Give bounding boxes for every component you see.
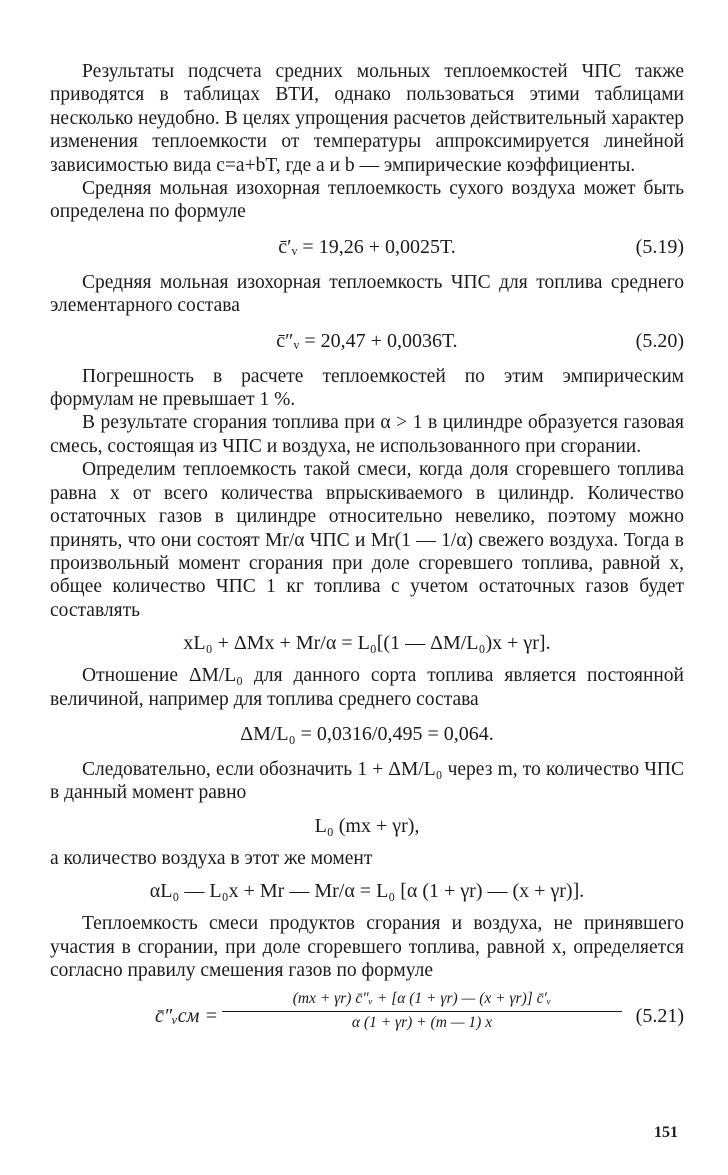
formula-5-20-expression: c̄″ᵥ = 20,47 + 0,0036T. — [276, 329, 458, 352]
paragraph-8: Следовательно, если обозначить 1 + ΔM/L₀ через m, то количество ЧПС в данный момент равно — [50, 758, 684, 804]
formula-5-20-number: (5.20) — [635, 329, 684, 352]
paragraph-6: Определим теплоемкость такой смеси, когда доля сгоревшего топлива равна x от всего количества впрыскиваемого в цилиндр. Количество остаточных газов в цилиндре относительно невелико, поэтому можно принять, что они состоят Mr/α ЧПС и Mr(1 — 1/α) свежего воздуха. Тогда в произвольный момент сгорания при доле сгоревшего топлива, равной x, общее количество ЧПС 1 кг топлива с учетом остаточных газов будет составлять — [50, 459, 684, 621]
formula-chps-moment — [50, 805, 684, 847]
formula-5-21-numerator: (mx + γr) c̄″ᵥ + [α (1 + γr) — (x + γr)] c̄′ᵥ — [222, 990, 622, 1012]
paragraph-7: Отношение ΔM/L₀ для данного сорта топлива является постоянной величиной, например для топлива среднего состава — [50, 665, 684, 710]
paragraph-4: Погрешность в расчете теплоемкостей по этим эмпирическим формулам не превышает 1 %. — [50, 365, 684, 411]
page-number: 151 — [654, 1124, 678, 1141]
formula-5-19-number: (5.19) — [635, 235, 684, 258]
formula-5-20 — [50, 318, 684, 365]
formula-ratio — [50, 711, 684, 758]
paragraph-5: В результате сгорания топлива при α > 1 в цилиндре образуется газовая смесь, состоящая из ЧПС и воздуха, не использованного при сгорании. — [50, 412, 684, 457]
formula-5-21 — [50, 988, 684, 1046]
formula-ratio-expression: ΔM/L₀ = 0,0316/0,495 = 0,064. — [240, 722, 494, 745]
paragraph-3: Средняя мольная изохорная теплоемкость ЧПС для топлива среднего элементарного состава — [50, 271, 684, 317]
paragraph-2: Средняя мольная изохорная теплоемкость сухого воздуха может быть определена по формуле — [50, 178, 684, 223]
paragraph-10: Теплоемкость смеси продуктов сгорания и воздуха, не принявшего участия в сгорании, при доле сгоревшего топлива, равной x, определяется согласно правилу смешения газов по формуле — [50, 913, 684, 981]
formula-5-19-expression: c̄′ᵥ = 19,26 + 0,0025T. — [278, 235, 456, 258]
paragraph-1: Результаты подсчета средних мольных теплоемкостей ЧПС также приводятся в таблицах ВТИ, однако пользоваться этими таблицами несколько неудобно. В целях упрощения расчетов действительный характер изменения теплоемкости от температуры аппроксимируется линейной зависимостью вида c=a+bT, где a и b — эмпирические коэффициенты. — [50, 61, 684, 176]
formula-5-21-denominator: α (1 + γr) + (m — 1) x — [351, 1014, 493, 1032]
formula-chps-amount — [50, 622, 684, 664]
formula-air-amount-expression: αL₀ — L₀x + Mr — Mr/α = L₀ [α (1 + γr) — (x + γr)]. — [149, 880, 585, 903]
formula-5-21-fraction — [222, 990, 622, 1032]
paragraph-9: а количество воздуха в этот же момент — [50, 847, 373, 869]
formula-chps-amount-expression: xL₀ + ΔMx + Mr/α = L₀[(1 — ΔM/L₀)x + γr]. — [183, 632, 551, 655]
formula-air-amount — [50, 870, 684, 912]
formula-5-21-number: (5.21) — [635, 1005, 684, 1028]
formula-chps-moment-expression: L₀ (mx + γr), — [314, 814, 420, 837]
formula-5-19 — [50, 224, 684, 271]
formula-5-21-lhs: c̄″ᵥсм = — [155, 1005, 218, 1028]
